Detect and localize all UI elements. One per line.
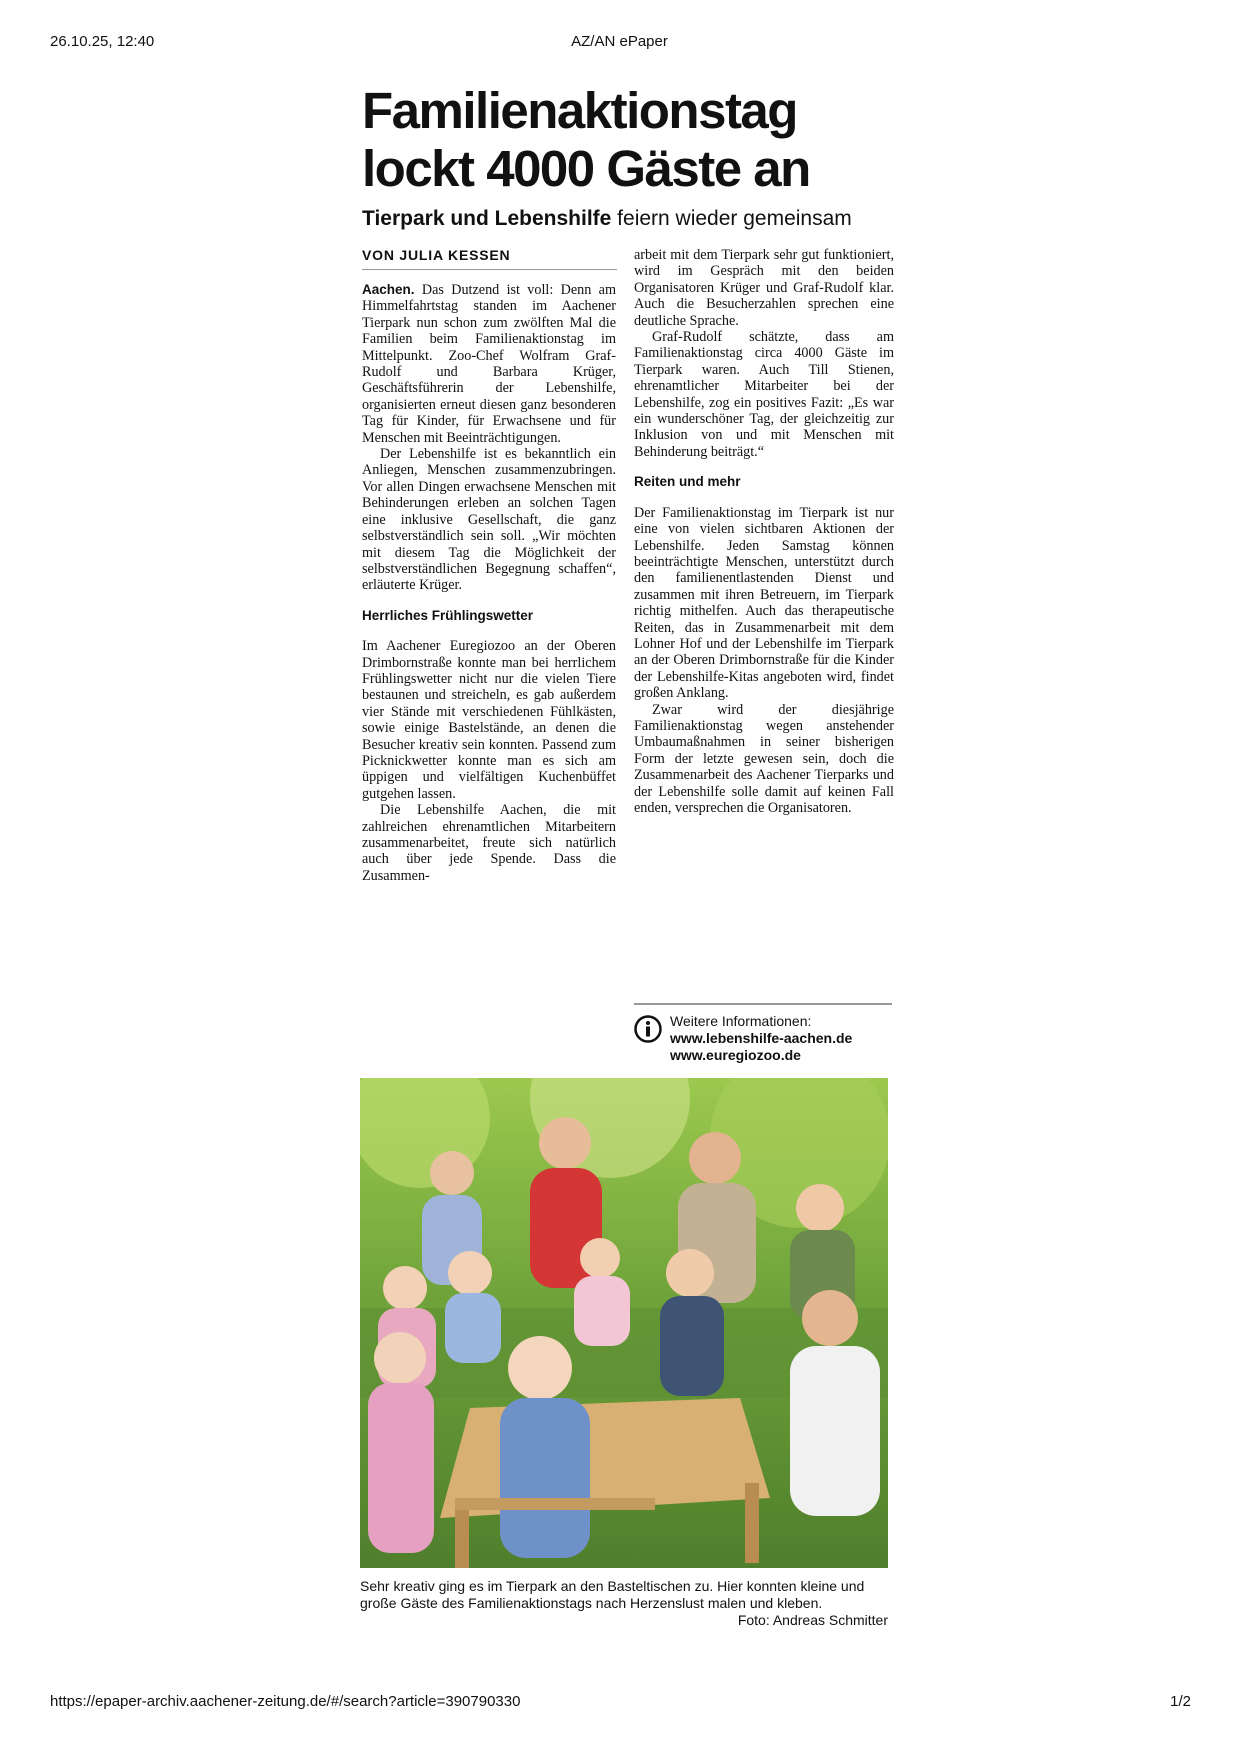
paragraph-2: Der Lebenshilfe ist es bekanntlich ein Anliegen, Menschen zusammenzubringen. Vor allen Dingen erwachsene Menschen mit Behinderungen erleben an solchen Tagen eine inklusive Gesellschaft, die ganz selbstverständlich sein soll. „Wir möchten mit diesem Tag die Möglichkeit der selbstverständlichen Begegnung schaffen“, erläuterte Krüger. <box>362 446 616 594</box>
article-column-1 <box>362 282 616 884</box>
dateline: Aachen. <box>362 282 415 297</box>
paragraph-8: Zwar wird der diesjährige Familienaktionstag wegen anstehender Umbaumaßnahmen in seiner bisherigen Form der letzte gewesen sein, doch die Zusammenarbeit des Aachener Tierparks und der Lebenshilfe solle damit auf keinen Fall enden, versprechen die Organisatoren. <box>634 701 894 816</box>
paragraph-7: Der Familienaktionstag im Tierpark ist nur eine von vielen sichtbaren Aktionen der Lebenshilfe. Jeden Samstag können beeinträchtigte Menschen, unterstützt durch den familienentlastenden Dienst und zusammen mit ihren Betreuern, im Tierpark richtig mithelfen. Auch das therapeutische Reiten, das in Zusammenarbeit mit dem Lohner Hof und der Lebenshilfe im Tierpark an der Oberen Drimbornstraße für die Kinder der Lebenshilfe-Kitas angeboten wird, findet großen Anklang. <box>634 504 894 702</box>
print-date: 26.10.25, 12:40 <box>50 33 155 50</box>
paragraph-1-text: Das Dutzend ist voll: Denn am Himmelfahrtstag standen im Aachener Tierpark nun schon zum zwölften Mal die Familien beim Familienaktionstag im Mittelpunkt. Zoo-Chef Wolfram Graf-Rudolf und Barbara Krüger, Geschäftsführerin der Lebenshilfe, organisierten erneut diesen ganz besonderen Tag für Kinder, für Erwachsene und für Menschen mit Beeinträchtigungen. <box>362 282 616 446</box>
subhead-reiten: Reiten und mehr <box>634 474 741 490</box>
info-icon <box>634 1015 662 1043</box>
print-title: AZ/AN ePaper <box>571 33 668 50</box>
info-box <box>634 1003 892 1064</box>
article-column-2 <box>634 247 894 816</box>
article-headline <box>362 82 897 198</box>
paragraph-1 <box>362 282 616 446</box>
caption-text: Sehr kreativ ging es im Tierpark an den Basteltischen zu. Hier konnten kleine und große Gäste des Familienaktionstags nach Herzenslust malen und kleben. <box>360 1578 865 1611</box>
photo-credit: Foto: Andreas Schmitter <box>737 1612 888 1628</box>
photo-caption <box>360 1578 888 1629</box>
subline-bold: Tierpark und Lebenshilfe <box>362 207 612 230</box>
link-euregiozoo[interactable]: www.euregiozoo.de <box>670 1047 801 1063</box>
subhead-fruehlingswetter: Herrliches Frühlingswetter <box>362 607 534 623</box>
headline-line-1: Familienaktionstag <box>362 82 797 139</box>
info-label: Weitere Informationen: <box>670 1013 812 1029</box>
article-byline: VON JULIA KESSEN <box>362 247 617 270</box>
subline-rest: feiern wieder gemeinsam <box>611 207 852 230</box>
paragraph-5: arbeit mit dem Tierpark sehr gut funktioniert, wird im Gespräch mit den beiden Organisatoren Krüger und Graf-Rudolf klar. Auch die Besucherzahlen sprechen eine deutliche Sprache. <box>634 247 894 329</box>
print-url: https://epaper-archiv.aachener-zeitung.de/#/search?article=390790330 <box>50 1693 521 1710</box>
link-lebenshilfe[interactable]: www.lebenshilfe-aachen.de <box>670 1030 853 1046</box>
article-subline <box>362 207 902 231</box>
headline-line-2: lockt 4000 Gäste an <box>362 140 810 197</box>
article-photo <box>360 1078 888 1568</box>
info-text <box>670 1013 892 1064</box>
paragraph-3: Im Aachener Euregiozoo an der Oberen Drimbornstraße konnte man bei herrlichem Frühlingswetter nicht nur die vielen Tiere bestaunen und streicheln, es gab außerdem vier Stände mit verschiedenen Fühlkästen, sowie einige Bastelstände, an denen die Besucher kreativ sein konnten. Passend zum Picknickwetter konnte man es sich am üppigen und vielfältigen Kuchenbüffet gutgehen lassen. <box>362 638 616 802</box>
paragraph-6: Graf-Rudolf schätzte, dass am Familienaktionstag circa 4000 Gäste im Tierpark waren. Auch Till Stienen, ehrenamtlicher Mitarbeiter bei der Lebenshilfe, zog ein positives Fazit: „Es war ein wunderschöner Tag, der gleichzeitig zur Inklusion von und mit Menschen mit Behinderung beiträgt.“ <box>634 329 894 460</box>
paragraph-4: Die Lebenshilfe Aachen, die mit zahlreichen ehrenamtlichen Mitarbeitern zusammenarbeitet, freute sich natürlich auch über jede Spende. Dass die Zusammen- <box>362 802 616 884</box>
print-page-number: 1/2 <box>1170 1693 1191 1710</box>
